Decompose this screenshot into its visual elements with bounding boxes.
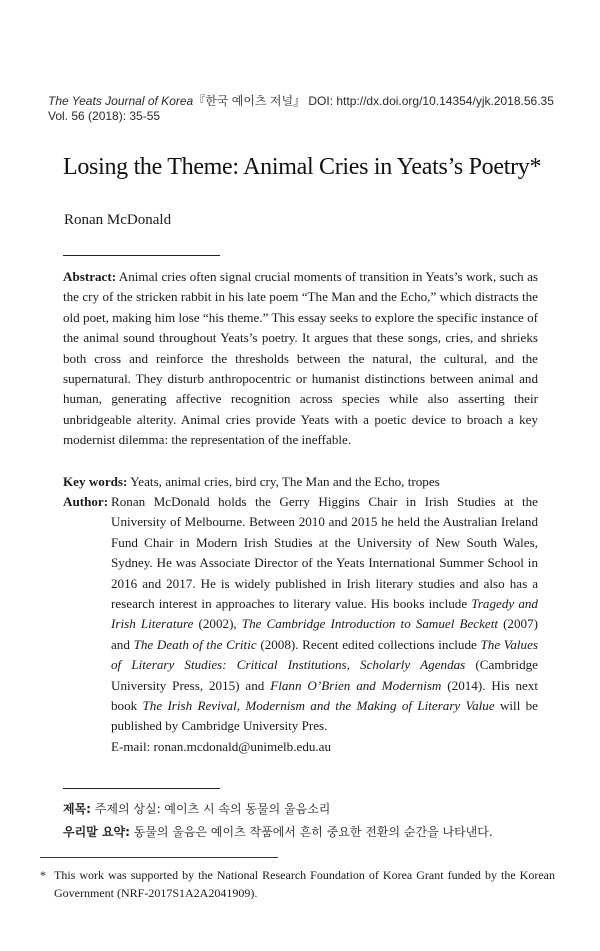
abstract — [63, 267, 538, 451]
journal-name: The Yeats Journal of Korea — [48, 94, 194, 108]
journal-korean-title: 『한국 예이츠 저널』 — [193, 94, 306, 108]
book-title: The Death of the Critic — [133, 636, 257, 652]
divider — [63, 788, 220, 789]
author-label: Author: — [63, 494, 109, 509]
bio-text: Ronan McDonald holds the Gerry Higgins Chair in Irish Studies at the University of Melbourne. Between 2010 and 2015 he held the Australian Ireland Fund Chair in Modern Irish Studies at the University of New South Wales, Sydney. He was Associate Director of the Yeats International Summer School in 2016 and 2017. He is widely published in Irish literary studies and also has a research interest in approaches to literary value. His books include — [111, 494, 538, 612]
korean-title-line — [63, 798, 538, 821]
korean-summary-text: 동물의 울음은 예이츠 작품에서 흔히 중요한 전환의 순간을 나타낸다. — [129, 825, 493, 839]
footnote-text: This work was supported by the National Research Foundation of Korea Grant funded by the Korean Government (NRF-2017S1A2A2041909). — [54, 868, 555, 900]
bio-text: (2014). His next book — [111, 677, 538, 714]
article-title: Losing the Theme: Animal Cries in Yeats’s Poetry* — [63, 154, 542, 180]
abstract-text: Animal cries often signal crucial moments of transition in Yeats’s work, such as the cry of the stricken rabbit in his late poem “The Man and the Echo,” which distracts the old poet, making him lose “his theme.” This essay seeks to explore the specific instance of the animal sound throughout Yeats’s poetry. It argues that these songs, cries, and shrieks both cross and reinforce the thresholds between the natural, the cultural, and the supernatural. They disturb anthropocentric or humanist distinctions between animal and human, generating affective recognition across species while also asserting their unbridgeable alterity. Animal cries provide Yeats with a poetic device to broach a key modernist dilemma: the representation of the ineffable. — [63, 269, 538, 448]
korean-title-label: 제목: — [63, 802, 91, 816]
volume-info: Vol. 56 (2018): 35-55 — [48, 109, 161, 123]
footnote-divider — [40, 857, 278, 858]
korean-summary-label: 우리말 요약: — [63, 825, 130, 839]
article-author: Ronan McDonald — [64, 212, 172, 228]
footnote-mark: * — [40, 868, 46, 882]
bio-text: will be published by Cambridge University Pres. — [111, 698, 538, 734]
bio-text: (2007) and — [111, 616, 538, 652]
keywords-text: Yeats, animal cries, bird cry, The Man and the Echo, tropes — [127, 474, 440, 489]
doi-link[interactable]: DOI: http://dx.doi.org/10.14354/yjk.2018.56.35 — [305, 94, 554, 108]
bio-text: (2008). Recent edited collections include — [256, 636, 481, 652]
keywords — [63, 472, 538, 492]
divider — [63, 255, 220, 256]
book-title: The Cambridge Introduction to Samuel Beckett — [241, 616, 498, 632]
journal-header — [48, 94, 554, 124]
author-email[interactable]: E-mail: ronan.mcdonald@unimelb.edu.au — [111, 738, 332, 754]
korean-title-text: 주제의 상실: 예이츠 시 속의 동물의 울음소리 — [90, 802, 331, 816]
keywords-label: Key words: — [63, 474, 128, 489]
citation-line — [48, 94, 554, 109]
abstract-label: Abstract: — [63, 269, 117, 284]
author-bio-text — [111, 492, 538, 757]
korean-summary — [63, 798, 538, 844]
book-title: Tragedy and Irish Literature — [111, 596, 538, 632]
book-title: Flann O’Brien and Modernism — [270, 677, 442, 693]
book-title: The Irish Revival, Modernism and the Making of Literary Value — [142, 698, 495, 714]
korean-summary-line — [63, 821, 538, 844]
bio-text: (2002), — [193, 616, 242, 632]
bio-text: (Cambridge University Press, 2015) and — [111, 657, 538, 693]
book-title: The Values of Literary Studies: Critical Institutions, Scholarly Agendas — [111, 636, 538, 673]
